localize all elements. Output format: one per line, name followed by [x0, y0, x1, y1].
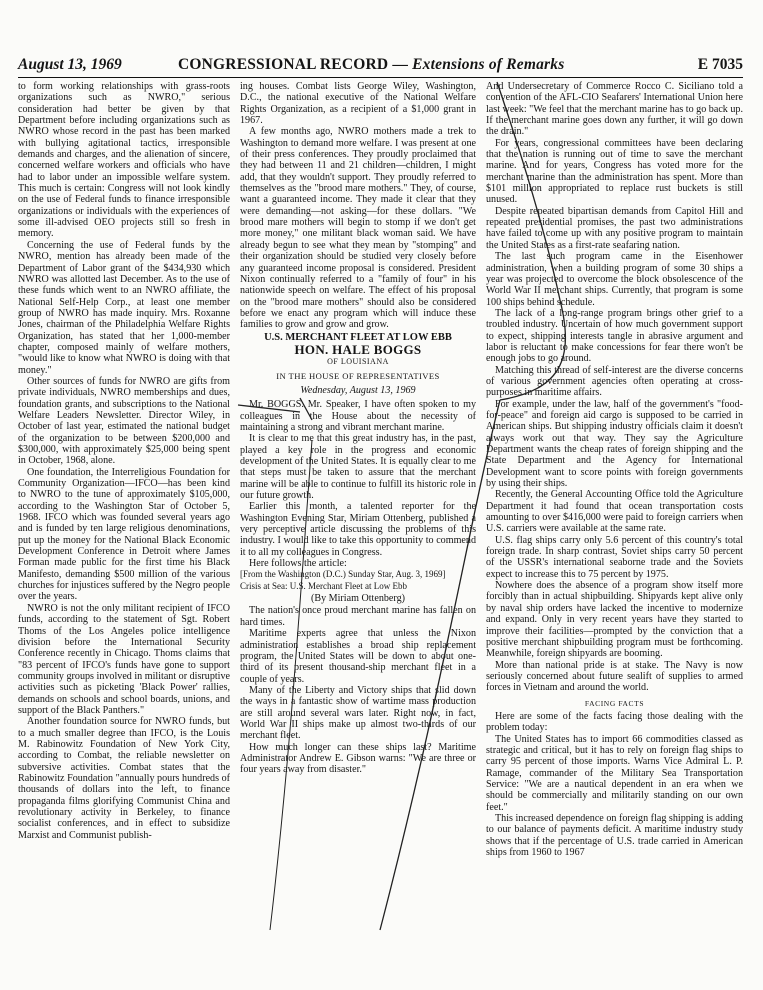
paragraph: Maritime experts agree that unless the Nixon administration establishes a broad ship replacement program, the United States will be down to about one-third of its present thousand-ship merchant fleet in a couple of years. — [240, 628, 476, 685]
paragraph: Despite repeated bipartisan demands from Capitol Hill and repeated presidential promises, the past two administrations have failed to come up with any positive program to maintain the United States as a first-rate seafaring nation. — [486, 205, 743, 251]
paragraph: For years, congressional committees have been declaring that the nation is running out of time to save the merchant marine. And for years, Congress has voted more for the merchant marine than the administration has spent. More than $101 million appropriated to replace rust buckets is still unused. — [486, 137, 743, 206]
paragraph: Matching this thread of self-interest are the diverse concerns of various government agencies often operating at cross-purposes in maritime affairs. — [486, 364, 743, 399]
paragraph: Nowhere does the absence of a program show itself more forcibly than in actual shipbuilding. Shipyards kept alive only by naval ship orders have lacked the incentive to modernize and expand. Only in very recent years have they started to improve their facilities—prompted by the conviction that a positive merchant shipbuilding program must be forthcoming. Meanwhile, foreign shipyards are booming. — [486, 580, 743, 660]
dateline: Wednesday, August 13, 1969 — [300, 384, 416, 396]
paragraph: A few months ago, NWRO mothers made a trek to Washington to demand more welfare. I was present at one of their press conferences. They proudly proclaimed that they had between 11 and 21 children—children, I might add, that they wouldn't support. They proudly referred to themselves as the "brood mare mothers." They, of course, want a guaranteed income. They made it clear that they were demanding—not asking—for these dollars. "We brood mare mothers will begin to stomp if we don't get more money," one militant black woman said. We have already begun to see what they mean by "stomping" and their organization should be studied very closely before any guaranteed income proposal is considered. President Nixon continually referred to a "family of four" in his nationwide speech on welfare. The effect of his proposal on the "brood mare mothers" should also be considered before we enact any program which will induce these families to grow and grow and grow. — [240, 126, 476, 331]
masthead-title: CONGRESSIONAL RECORD — — [178, 56, 409, 73]
paragraph: Here follows the article: — [249, 558, 347, 570]
paragraph: Mr. BOGGS. Mr. Speaker, I have often spoken to my colleagues in the House about the necessity of maintaining a strong and vibrant merchant marine. — [240, 399, 476, 433]
masthead-section: Extensions of Remarks — [412, 56, 565, 73]
masthead — [178, 56, 564, 74]
section-heading: U.S. MERCHANT FLEET AT LOW EBB — [264, 331, 452, 343]
paragraph: This increased dependence on foreign flag shipping is adding to our balance of payments deficit. A maritime industry study shows that if the percentage of U.S. trade carried in American ships from 1960 to 1967 — [486, 813, 743, 859]
byline: (By Miriam Ottenberg) — [310, 593, 405, 605]
speaker-state: OF LOUISIANA — [327, 357, 389, 367]
paragraph: Concerning the use of Federal funds by the NWRO, mention has already been made of the Department of Labor grant of the $434,930 which NWRO was allotted last December. As to the use of these funds which went to an NWRO affiliate, the National Self-Help Corp., at least one member group of NWRO has made inquiry. Mrs. Roxanne Jones, chairman of the Philadelphia Welfare Rights Organization, has stated that her 1,000-member chapter, composed mainly of welfare mothers, "would like to know what NWRO is doing with that money." — [18, 239, 230, 376]
chamber-line: IN THE HOUSE OF REPRESENTATIVES — [276, 370, 440, 381]
paragraph: For example, under the law, half of the government's "food-for-peace" and foreign aid cargo is supposed to be carried in American ships. But shipping industry officials claim it doesn't always work out that way. They say the Agriculture Department wants the cheap rates of foreign shipping and the State Department and the Agency for International Development want to score points with foreign governments by using their ships. — [486, 398, 743, 490]
paragraph: U.S. flag ships carry only 5.6 percent of this country's total foreign trade. In sharp contrast, Soviet ships carry 50 percent of the USSR's international seaborne trade and the Soviets expect to increase this to 75 percent by 1975. — [486, 534, 743, 580]
paragraph: One foundation, the Interreligious Foundation for Community Organization—IFCO—has been kind to NWRO to the tune of approximately $105,000, according to the Washington Star of October 5, 1968. IFCO which was founded several years ago and is funded by ten large religious denominations, put up the money for the National Black Economic Development Conference in Detroit where James Forman made public for the first time his Black Manifesto, demanding $500 million of the various churches for injustices suffered by the Negro people over the years. — [18, 466, 230, 603]
paragraph: NWRO is not the only militant recipient of IFCO funds, according to the statement of Sgt. Robert Thoms of the Los Angeles police intelligence division before the International Security Conference recently in Chicago. Thoms claims that "83 percent of IFCO's funds have gone to support community groups involved in militant or disruptive activities such as picketing 'Black Power' rallies, demands on schools and school boards, unions, and support of the Black Panthers." — [18, 602, 230, 716]
paragraph: The lack of a long-range program brings other grief to a troubled industry. Uncertain of how much government support to expect, shipping interests tangle in abrasive argument and labor is reluctant to make concessions for fear there won't be enough jobs to go around. — [486, 307, 743, 365]
paragraph: Here are some of the facts facing those dealing with the problem today: — [486, 710, 743, 734]
paragraph: The nation's once proud merchant marine has fallen on hard times. — [240, 605, 476, 628]
paragraph: Another foundation source for NWRO funds, but to a much smaller degree than IFCO, is the Louis M. Rabinowitz Foundation of New York City, according to Combat, the reliable newsletter on subversive activities. Combat states that the Rabinowitz Foundation "annually pours hundreds of thousands of dollars into the left, to finance propaganda films glorifying Communist China and revolutionary activity in Berkeley, to finance socialist conferences, and in effect to subsidize Marxist and Communist publish- — [18, 716, 230, 841]
paragraph: More than national pride is at stake. The Navy is now seriously concerned about future sealift of supplies to armed forces in Vietnam and around the world. — [486, 659, 743, 694]
subheading: FACING FACTS — [584, 698, 645, 708]
paragraph: The United States has to import 66 commodities classed as strategic and critical, but it has to rely on foreign flag ships to carry 95 percent of those imports. Warns Vice Admiral L. P. Ramage, commander of the Military Sea Transportation Service: "We are a nautical dependent in an era when we should be commercially and militarily standing on our own feet." — [486, 733, 743, 813]
speaker-name: HON. HALE BOGGS — [294, 341, 422, 357]
page-header — [18, 56, 743, 76]
paragraph: Earlier this month, a talented reporter for the Washington Evening Star, Miriam Ottenberg, published a very perceptive article discussing the problems of this industry. I would like to take this opportunity to commend it to all my colleagues in Congress. — [240, 501, 476, 558]
paragraph: ing houses. Combat lists George Wiley, Washington, D.C., the national executive of the National Welfare Rights Organization, as a recipient of a $1,000 grant in 1967. — [240, 81, 476, 127]
paragraph: to form working relationships with grass-roots organizations such as NWRO," serious consideration had better be given by that Department before including organizations such as NWRO whose record in the past has been marked with bullying agitational tactics, irresponsible demands and charges, and the alienation of sincere, concerned welfare workers and officials who have had to labor under an impossible welfare system. This much is certain: Congress will not look kindly on the use of Federal funds to finance irresponsible organizations or individuals with the experiences of some ill-advised OEO projects still so fresh in memory. — [18, 81, 230, 240]
article-source: [From the Washington (D.C.) Sunday Star, Aug. 3, 1969] — [240, 569, 446, 580]
paragraph: Many of the Liberty and Victory ships that slid down the ways in a fantastic show of wartime mass production are still around several wars later. Right now, in fact, World War II ships make up almost two-thirds of our merchant fleet. — [240, 684, 476, 742]
column-1 — [18, 81, 230, 981]
paragraph: It is clear to me that this great industry has, in the past, played a key role in the progress and economic development of the United States. It is equally clear to me that steps must be taken to assure that the merchant marine will be able to continue to fulfill its historic role in our future growth. — [240, 433, 476, 502]
paragraph: The last such program came in the Eisenhower administration, when a building program of some 30 ships a year was projected to overcome the block obsolescence of the World War II merchant ships. Currently, that program is some 100 ships behind schedule. — [486, 251, 743, 308]
header-rule — [18, 77, 743, 78]
column-2 — [240, 81, 476, 981]
article-title: Crisis at Sea: U.S. Merchant Fleet at Low Ebb — [240, 580, 407, 591]
paragraph: Recently, the General Accounting Office told the Agriculture Department it had found that ocean transportation costs amounting to over $416,000 were paid to foreign carriers when U.S. carriers were available at the same rate. — [486, 489, 743, 535]
paragraph: And Undersecretary of Commerce Rocco C. Siciliano told a convention of the AFL-CIO Seafarers' International Union here last week: "We feel that the merchant marine has to go back up. If the merchant marine goes down any further, it will go down the drain." — [486, 81, 743, 138]
header-date: August 13, 1969 — [18, 56, 122, 73]
paragraph: Other sources of funds for NWRO are gifts from private individuals, NWRO memberships and dues, foundation grants, and subscriptions to the National Welfare Leaders Newsletter. Director Wiley, in October of last year, estimated the national budget of the organization to be between $200,000 and $300,000, with approximately $25,000 being spent in October, 1968, alone. — [18, 375, 230, 467]
page-number: E 7035 — [697, 56, 743, 73]
paragraph: How much longer can these ships last? Maritime Administrator Andrew E. Gibson warns: "We are three or four years away from disaster." — [240, 741, 476, 776]
column-3 — [486, 81, 743, 981]
